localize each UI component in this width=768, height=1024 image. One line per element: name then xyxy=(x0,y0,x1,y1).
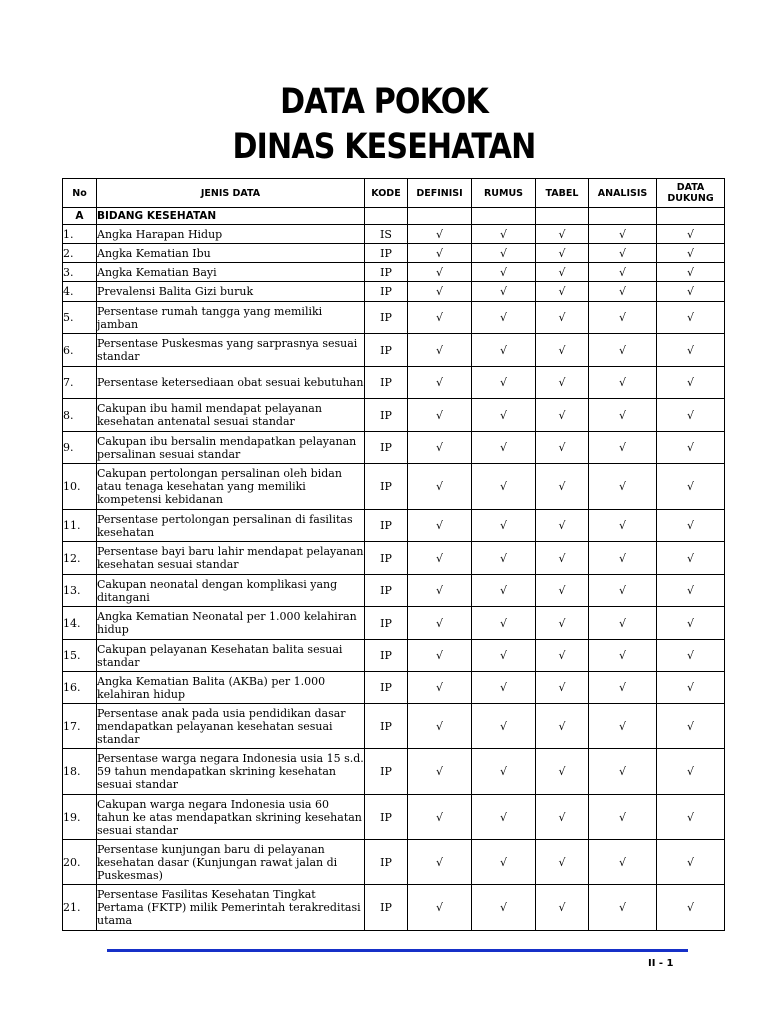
row-number: 16. xyxy=(63,672,97,704)
table-row xyxy=(63,225,725,244)
check-mark-rumus: √ xyxy=(472,334,536,367)
row-jenis-data: Cakupan pelayanan Kesehatan balita sesuai standar xyxy=(97,640,365,672)
check-mark-dukung: √ xyxy=(657,640,725,672)
row-kode: IP xyxy=(365,399,408,432)
row-number: 3. xyxy=(63,263,97,282)
table-row xyxy=(63,607,725,640)
check-mark-rumus: √ xyxy=(472,795,536,840)
table-row xyxy=(63,263,725,282)
check-mark-definisi: √ xyxy=(408,672,472,704)
row-kode: IP xyxy=(365,575,408,607)
row-number: 18. xyxy=(63,749,97,795)
row-jenis-data: Prevalensi Balita Gizi buruk xyxy=(97,282,365,302)
check-mark-tabel: √ xyxy=(536,542,589,575)
header-no: No xyxy=(63,179,97,208)
check-mark-analisis: √ xyxy=(589,672,657,704)
table-header-row xyxy=(63,179,725,208)
row-kode: IP xyxy=(365,640,408,672)
check-mark-analisis: √ xyxy=(589,263,657,282)
check-mark-definisi: √ xyxy=(408,575,472,607)
check-mark-definisi: √ xyxy=(408,607,472,640)
row-kode: IP xyxy=(365,749,408,795)
row-number: 5. xyxy=(63,302,97,334)
check-mark-tabel: √ xyxy=(536,885,589,931)
document-title-line-2: DINAS KESEHATAN xyxy=(232,127,536,167)
row-kode: IP xyxy=(365,542,408,575)
check-mark-dukung: √ xyxy=(657,542,725,575)
row-number: 15. xyxy=(63,640,97,672)
row-number: 7. xyxy=(63,367,97,399)
check-mark-tabel: √ xyxy=(536,749,589,795)
check-mark-definisi: √ xyxy=(408,432,472,464)
check-mark-rumus: √ xyxy=(472,672,536,704)
check-mark-dukung: √ xyxy=(657,575,725,607)
header-data-dukung: DATA DUKUNG xyxy=(657,179,725,208)
check-mark-analisis: √ xyxy=(589,704,657,749)
check-mark-dukung: √ xyxy=(657,464,725,510)
check-mark-rumus: √ xyxy=(472,464,536,510)
check-mark-rumus: √ xyxy=(472,704,536,749)
check-mark-analisis: √ xyxy=(589,432,657,464)
check-mark-dukung: √ xyxy=(657,399,725,432)
row-jenis-data: Angka Kematian Bayi xyxy=(97,263,365,282)
row-jenis-data: Cakupan pertolongan persalinan oleh bidan atau tenaga kesehatan yang memiliki kompetensi kebidanan xyxy=(97,464,365,510)
check-mark-analisis: √ xyxy=(589,795,657,840)
check-mark-rumus: √ xyxy=(472,542,536,575)
row-number: 11. xyxy=(63,510,97,542)
row-number: 17. xyxy=(63,704,97,749)
check-mark-rumus: √ xyxy=(472,607,536,640)
check-mark-tabel: √ xyxy=(536,263,589,282)
check-mark-tabel: √ xyxy=(536,840,589,885)
check-mark-tabel: √ xyxy=(536,282,589,302)
row-kode: IP xyxy=(365,263,408,282)
row-kode: IP xyxy=(365,840,408,885)
row-kode: IP xyxy=(365,510,408,542)
check-mark-tabel: √ xyxy=(536,334,589,367)
row-kode: IP xyxy=(365,334,408,367)
check-mark-tabel: √ xyxy=(536,432,589,464)
row-kode: IP xyxy=(365,672,408,704)
check-mark-dukung: √ xyxy=(657,672,725,704)
row-kode: IP xyxy=(365,302,408,334)
check-mark-definisi: √ xyxy=(408,840,472,885)
table-row xyxy=(63,575,725,607)
check-mark-tabel: √ xyxy=(536,399,589,432)
row-jenis-data: Persentase ketersediaan obat sesuai kebutuhan xyxy=(97,367,365,399)
section-label: BIDANG KESEHATAN xyxy=(97,208,365,225)
row-number: 13. xyxy=(63,575,97,607)
table-row xyxy=(63,749,725,795)
check-mark-definisi: √ xyxy=(408,885,472,931)
row-jenis-data: Cakupan neonatal dengan komplikasi yang ditangani xyxy=(97,575,365,607)
table-row xyxy=(63,244,725,263)
check-mark-rumus: √ xyxy=(472,263,536,282)
row-number: 12. xyxy=(63,542,97,575)
check-mark-dukung: √ xyxy=(657,263,725,282)
check-mark-rumus: √ xyxy=(472,575,536,607)
table-row xyxy=(63,672,725,704)
check-mark-rumus: √ xyxy=(472,510,536,542)
check-mark-rumus: √ xyxy=(472,749,536,795)
check-mark-dukung: √ xyxy=(657,225,725,244)
document-title-line-1: DATA POKOK xyxy=(280,82,488,122)
row-jenis-data: Angka Harapan Hidup xyxy=(97,225,365,244)
table-row xyxy=(63,432,725,464)
row-jenis-data: Persentase kunjungan baru di pelayanan kesehatan dasar (Kunjungan rawat jalan di Puskesmas) xyxy=(97,840,365,885)
check-mark-tabel: √ xyxy=(536,225,589,244)
check-mark-analisis: √ xyxy=(589,885,657,931)
check-mark-dukung: √ xyxy=(657,282,725,302)
row-kode: IP xyxy=(365,244,408,263)
check-mark-definisi: √ xyxy=(408,704,472,749)
section-code: A xyxy=(63,208,97,225)
check-mark-analisis: √ xyxy=(589,225,657,244)
row-kode: IP xyxy=(365,367,408,399)
check-mark-tabel: √ xyxy=(536,640,589,672)
check-mark-definisi: √ xyxy=(408,510,472,542)
check-mark-definisi: √ xyxy=(408,542,472,575)
check-mark-analisis: √ xyxy=(589,840,657,885)
check-mark-definisi: √ xyxy=(408,795,472,840)
row-jenis-data: Cakupan warga negara Indonesia usia 60 tahun ke atas mendapatkan skrining kesehatan sesuai standar xyxy=(97,795,365,840)
check-mark-analisis: √ xyxy=(589,334,657,367)
check-mark-analisis: √ xyxy=(589,575,657,607)
check-mark-dukung: √ xyxy=(657,334,725,367)
row-jenis-data: Angka Kematian Ibu xyxy=(97,244,365,263)
table-row xyxy=(63,399,725,432)
check-mark-rumus: √ xyxy=(472,225,536,244)
check-mark-rumus: √ xyxy=(472,640,536,672)
row-kode: IP xyxy=(365,885,408,931)
row-kode: IP xyxy=(365,795,408,840)
table-row xyxy=(63,510,725,542)
row-number: 20. xyxy=(63,840,97,885)
row-number: 8. xyxy=(63,399,97,432)
table-row xyxy=(63,282,725,302)
row-kode: IP xyxy=(365,704,408,749)
header-rumus: RUMUS xyxy=(472,179,536,208)
header-analisis: ANALISIS xyxy=(589,179,657,208)
check-mark-dukung: √ xyxy=(657,704,725,749)
check-mark-rumus: √ xyxy=(472,367,536,399)
row-jenis-data: Persentase rumah tangga yang memiliki jamban xyxy=(97,302,365,334)
row-kode: IS xyxy=(365,225,408,244)
data-table xyxy=(62,178,725,931)
row-number: 14. xyxy=(63,607,97,640)
check-mark-tabel: √ xyxy=(536,367,589,399)
check-mark-dukung: √ xyxy=(657,302,725,334)
check-mark-analisis: √ xyxy=(589,367,657,399)
row-number: 4. xyxy=(63,282,97,302)
check-mark-rumus: √ xyxy=(472,885,536,931)
check-mark-analisis: √ xyxy=(589,302,657,334)
check-mark-rumus: √ xyxy=(472,432,536,464)
row-jenis-data: Persentase pertolongan persalinan di fasilitas kesehatan xyxy=(97,510,365,542)
check-mark-analisis: √ xyxy=(589,640,657,672)
check-mark-tabel: √ xyxy=(536,795,589,840)
check-mark-definisi: √ xyxy=(408,263,472,282)
check-mark-dukung: √ xyxy=(657,795,725,840)
row-kode: IP xyxy=(365,432,408,464)
check-mark-definisi: √ xyxy=(408,749,472,795)
row-jenis-data: Cakupan ibu bersalin mendapatkan pelayanan persalinan sesuai standar xyxy=(97,432,365,464)
check-mark-dukung: √ xyxy=(657,367,725,399)
check-mark-rumus: √ xyxy=(472,840,536,885)
check-mark-tabel: √ xyxy=(536,302,589,334)
check-mark-analisis: √ xyxy=(589,749,657,795)
check-mark-dukung: √ xyxy=(657,510,725,542)
table-row xyxy=(63,640,725,672)
check-mark-rumus: √ xyxy=(472,244,536,263)
row-kode: IP xyxy=(365,464,408,510)
check-mark-tabel: √ xyxy=(536,464,589,510)
check-mark-definisi: √ xyxy=(408,464,472,510)
check-mark-dukung: √ xyxy=(657,244,725,263)
table-row xyxy=(63,334,725,367)
table-row xyxy=(63,464,725,510)
table-row xyxy=(63,885,725,931)
check-mark-tabel: √ xyxy=(536,510,589,542)
header-tabel: TABEL xyxy=(536,179,589,208)
row-number: 9. xyxy=(63,432,97,464)
row-number: 19. xyxy=(63,795,97,840)
page-number: II - 1 xyxy=(648,958,674,969)
footer-divider xyxy=(107,949,688,952)
row-jenis-data: Angka Kematian Neonatal per 1.000 kelahiran hidup xyxy=(97,607,365,640)
table-row xyxy=(63,542,725,575)
check-mark-definisi: √ xyxy=(408,640,472,672)
section-row xyxy=(63,208,725,225)
check-mark-dukung: √ xyxy=(657,885,725,931)
row-number: 21. xyxy=(63,885,97,931)
check-mark-analisis: √ xyxy=(589,607,657,640)
check-mark-dukung: √ xyxy=(657,840,725,885)
row-jenis-data: Angka Kematian Balita (AKBa) per 1.000 kelahiran hidup xyxy=(97,672,365,704)
check-mark-tabel: √ xyxy=(536,244,589,263)
check-mark-analisis: √ xyxy=(589,542,657,575)
check-mark-tabel: √ xyxy=(536,575,589,607)
check-mark-tabel: √ xyxy=(536,672,589,704)
check-mark-dukung: √ xyxy=(657,607,725,640)
row-jenis-data: Persentase Puskesmas yang sarprasnya sesuai standar xyxy=(97,334,365,367)
check-mark-analisis: √ xyxy=(589,464,657,510)
row-kode: IP xyxy=(365,282,408,302)
row-number: 2. xyxy=(63,244,97,263)
row-jenis-data: Persentase warga negara Indonesia usia 15 s.d. 59 tahun mendapatkan skrining kesehatan sesuai standar xyxy=(97,749,365,795)
header-definisi: DEFINISI xyxy=(408,179,472,208)
row-jenis-data: Persentase Fasilitas Kesehatan Tingkat Pertama (FKTP) milik Pemerintah terakreditasi utama xyxy=(97,885,365,931)
check-mark-analisis: √ xyxy=(589,510,657,542)
check-mark-rumus: √ xyxy=(472,399,536,432)
table-row xyxy=(63,704,725,749)
check-mark-tabel: √ xyxy=(536,704,589,749)
table-row xyxy=(63,840,725,885)
check-mark-definisi: √ xyxy=(408,367,472,399)
row-kode: IP xyxy=(365,607,408,640)
check-mark-rumus: √ xyxy=(472,302,536,334)
check-mark-definisi: √ xyxy=(408,399,472,432)
check-mark-dukung: √ xyxy=(657,432,725,464)
check-mark-definisi: √ xyxy=(408,244,472,263)
check-mark-definisi: √ xyxy=(408,282,472,302)
check-mark-definisi: √ xyxy=(408,334,472,367)
check-mark-tabel: √ xyxy=(536,607,589,640)
check-mark-definisi: √ xyxy=(408,302,472,334)
row-number: 10. xyxy=(63,464,97,510)
row-number: 6. xyxy=(63,334,97,367)
row-jenis-data: Cakupan ibu hamil mendapat pelayanan kesehatan antenatal sesuai standar xyxy=(97,399,365,432)
row-jenis-data: Persentase anak pada usia pendidikan dasar mendapatkan pelayanan kesehatan sesuai standar xyxy=(97,704,365,749)
table-row xyxy=(63,367,725,399)
row-number: 1. xyxy=(63,225,97,244)
row-jenis-data: Persentase bayi baru lahir mendapat pelayanan kesehatan sesuai standar xyxy=(97,542,365,575)
check-mark-dukung: √ xyxy=(657,749,725,795)
table-row xyxy=(63,795,725,840)
header-kode: KODE xyxy=(365,179,408,208)
check-mark-analisis: √ xyxy=(589,282,657,302)
check-mark-rumus: √ xyxy=(472,282,536,302)
header-jenis-data: JENIS DATA xyxy=(97,179,365,208)
check-mark-definisi: √ xyxy=(408,225,472,244)
check-mark-analisis: √ xyxy=(589,244,657,263)
table-row xyxy=(63,302,725,334)
check-mark-analisis: √ xyxy=(589,399,657,432)
